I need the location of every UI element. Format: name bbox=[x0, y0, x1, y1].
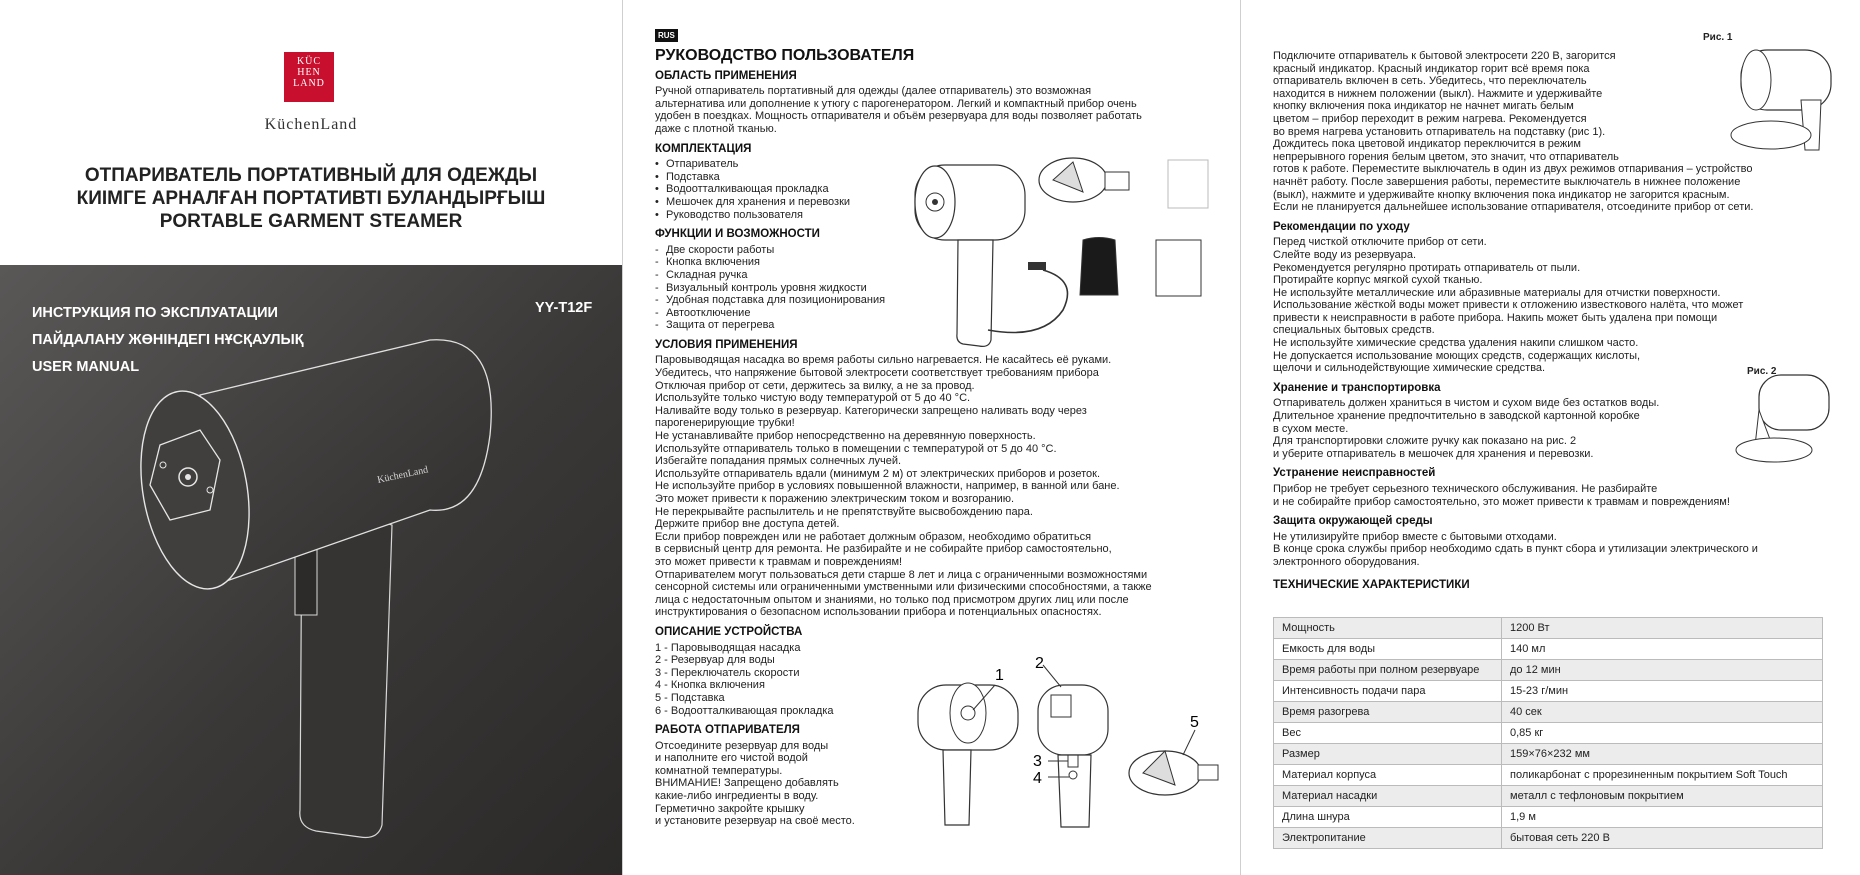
table-row bbox=[1274, 786, 1823, 807]
text-line: и наполните его чистой водой bbox=[655, 752, 808, 765]
spec-value: 159×76×232 мм bbox=[1502, 744, 1823, 765]
scope-text bbox=[655, 85, 1215, 135]
text-line: это может привести к травмам и повреждениям! bbox=[655, 555, 903, 568]
care-text bbox=[1273, 236, 1833, 375]
list-item: 5 - Подставка bbox=[655, 691, 725, 704]
device-brand: KüchenLand bbox=[376, 464, 430, 486]
list-item: • Водоотталкивающая прокладка bbox=[655, 183, 1215, 196]
text-line: Дождитесь пока цветовой индикатор переключится в режим bbox=[1273, 138, 1581, 151]
storage-text bbox=[1273, 397, 1833, 460]
table-row bbox=[1274, 618, 1823, 639]
spec-name: Время разогрева bbox=[1274, 702, 1502, 723]
spec-name: Мощность bbox=[1274, 618, 1502, 639]
text-line: отпариватель включен в сеть. Убедитесь, что переключатель bbox=[1273, 75, 1587, 88]
text-line: во время нагрева установить отпариватель на подставку (рис 1). bbox=[1273, 125, 1606, 138]
text-line: привести к неисправности в работе прибора. Накипь может быть удалена при помощи bbox=[1273, 311, 1718, 324]
intro-text bbox=[1273, 50, 1833, 214]
spec-name: Размер bbox=[1274, 744, 1502, 765]
text-line: Отключая прибор от сети, держитесь за вилку, а не за провод. bbox=[655, 379, 975, 392]
text-line: парогенерирующие трубки! bbox=[655, 417, 795, 430]
description-heading: ОПИСАНИЕ УСТРОЙСТВА bbox=[655, 625, 803, 638]
table-row bbox=[1274, 660, 1823, 681]
spec-name: Электропитание bbox=[1274, 828, 1502, 849]
logo-line: HEN bbox=[297, 67, 321, 78]
text-line: в сухом месте. bbox=[1273, 422, 1349, 435]
logo-line: LAND bbox=[293, 78, 325, 89]
spec-value: бытовая сеть 220 В bbox=[1502, 828, 1823, 849]
text-line: Избегайте попадания прямых солнечных лучей. bbox=[655, 455, 902, 468]
features-heading: ФУНКЦИИ И ВОЗМОЖНОСТИ bbox=[655, 228, 820, 241]
brand-logo bbox=[284, 52, 334, 102]
list-item: - Удобная подставка для позиционирования bbox=[655, 294, 1215, 307]
instructions-panel-2 bbox=[1240, 0, 1860, 875]
environment-heading: Защита окружающей среды bbox=[1273, 515, 1433, 528]
brand-name: KüchenLand bbox=[264, 116, 358, 133]
text-line: Протирайте корпус мягкой сухой тканью. bbox=[1273, 274, 1483, 287]
text-line: в сервисный центр для ремонта. Не разбирайте и не собирайте прибор самостоятельно, bbox=[655, 543, 1112, 556]
text-line: Не используйте прибор в условиях повышенной влажности, например, в ванной или бане. bbox=[655, 480, 1120, 493]
text-line: Убедитесь, что напряжение бытовой электросети соответствует требованиям прибора bbox=[655, 367, 1099, 380]
text-line: Держите прибор вне доступа детей. bbox=[655, 518, 840, 531]
text-line: В конце срока службы прибор необходимо сдать в пункт сбора и утилизации электрического и bbox=[1273, 543, 1758, 556]
text-line: Длительное хранение предпочтительно в заводской картонной коробке bbox=[1273, 410, 1640, 423]
list-item: - Две скорости работы bbox=[655, 244, 1215, 257]
storage-heading: Хранение и транспортировка bbox=[1273, 381, 1441, 394]
figure-1-label: Рис. 1 bbox=[1703, 32, 1733, 43]
list-item: 4 - Кнопка включения bbox=[655, 679, 765, 692]
list-item: 3 - Переключатель скорости bbox=[655, 666, 800, 679]
specs-table bbox=[1273, 617, 1823, 849]
title-kz: КИІМГЕ АРНАЛҒАН ПОРТАТИВТІ БУЛАНДЫРҒЫШ bbox=[76, 188, 546, 209]
text-line: непрерывного горения белым цветом, это значит, что отпариватель bbox=[1273, 150, 1619, 163]
table-row bbox=[1274, 639, 1823, 660]
table-row bbox=[1274, 765, 1823, 786]
kit-illustration bbox=[903, 150, 1233, 360]
text-line: Не перекрывайте распылитель и не препятствуйте высвобождению пара. bbox=[655, 505, 1033, 518]
spec-value: 0,85 кг bbox=[1502, 723, 1823, 744]
manual-title-ru: ИНСТРУКЦИЯ ПО ЭКСПЛУАТАЦИИ bbox=[32, 305, 278, 321]
callout-2: 2 bbox=[1035, 655, 1044, 672]
text-line: Отпаривателем могут пользоваться дети старше 8 лет и лица с ограниченными возможностями bbox=[655, 568, 1148, 581]
text-line: находится в нижнем положении (выкл). Нажмите и удерживайте bbox=[1273, 87, 1603, 100]
manual-titles bbox=[32, 300, 304, 381]
spec-value: до 12 мин bbox=[1502, 660, 1823, 681]
text-line: и установите резервуар на своё место. bbox=[655, 815, 855, 828]
text-line: Паровыводящая насадка во время работы сильно нагревается. Не касайтесь её руками. bbox=[655, 354, 1112, 367]
troubleshoot-heading: Устранение неисправностей bbox=[1273, 467, 1436, 480]
spec-name: Длина шнура bbox=[1274, 807, 1502, 828]
text-line: Используйте только чистую воду температурой от 5 до 40 °С. bbox=[655, 392, 971, 405]
language-tag: RUS bbox=[655, 29, 678, 42]
spec-name: Материал корпуса bbox=[1274, 765, 1502, 786]
table-row bbox=[1274, 807, 1823, 828]
text-line: Подключите отпариватель к бытовой электросети 220 В, загорится bbox=[1273, 50, 1616, 62]
cover-dark-area bbox=[0, 265, 622, 875]
table-row bbox=[1274, 681, 1823, 702]
spec-name: Интенсивность подачи пара bbox=[1274, 681, 1502, 702]
list-item: - Складная ручка bbox=[655, 269, 1215, 282]
text-line: Ручной отпариватель портативный для одежды (далее отпариватель) это возможная bbox=[655, 85, 1092, 98]
list-item: • Мешочек для хранения и перевозки bbox=[655, 196, 1215, 209]
text-line: красный индикатор. Красный индикатор горит всё время пока bbox=[1273, 62, 1590, 75]
text-line: специальных бытовых средств. bbox=[1273, 324, 1435, 337]
title-ru: ОТПАРИВАТЕЛЬ ПОРТАТИВНЫЙ ДЛЯ ОДЕЖДЫ bbox=[84, 165, 538, 186]
text-line: Не утилизируйте прибор вместе с бытовыми отходами. bbox=[1273, 530, 1557, 543]
list-item: - Защита от перегрева bbox=[655, 319, 1215, 332]
text-line: Не устанавливайте прибор непосредственно на деревянную поверхность. bbox=[655, 430, 1036, 443]
spec-value: 15-23 г/мин bbox=[1502, 681, 1823, 702]
list-item: - Автоотключение bbox=[655, 307, 1215, 320]
callout-5: 5 bbox=[1190, 714, 1199, 731]
callout-1: 1 bbox=[995, 667, 1004, 684]
spec-name: Вес bbox=[1274, 723, 1502, 744]
spec-value: 1,9 м bbox=[1502, 807, 1823, 828]
text-line: цветом – прибор переходит в режим нагрева. Рекомендуется bbox=[1273, 112, 1587, 125]
manual-title-kz: ПАЙДАЛАНУ ЖӨНІНДЕГІ НҰСҚАУЛЫҚ bbox=[32, 332, 304, 348]
text-line: Слейте воду из резервуара. bbox=[1273, 248, 1417, 261]
text-line: Используйте отпариватель вдали (минимум 2 м) от электрических приборов и розеток. bbox=[655, 467, 1100, 480]
text-line: Отпариватель должен храниться в чистом и сухом виде без остатков воды. bbox=[1273, 397, 1660, 410]
text-line: Не допускается использование моющих средств, содержащих кислоты, bbox=[1273, 349, 1641, 362]
device-diagram bbox=[903, 655, 1233, 855]
table-row bbox=[1274, 828, 1823, 849]
list-item: • Руководство пользователя bbox=[655, 209, 1215, 222]
callout-3: 3 bbox=[1033, 753, 1042, 770]
text-line: комнатной температуры. bbox=[655, 764, 783, 777]
text-line: какие-либо ингредиенты в воду. bbox=[655, 790, 819, 803]
text-line: Использование жёсткой воды может привести к отложению известкового налёта, что может bbox=[1273, 299, 1744, 312]
page-title: РУКОВОДСТВО ПОЛЬЗОВАТЕЛЯ bbox=[655, 47, 915, 64]
text-line: (выкл), нажмите и удерживайте кнопку включения пока индикатор не загорится красным. bbox=[1273, 188, 1730, 201]
spec-name: Материал насадки bbox=[1274, 786, 1502, 807]
text-line: начнёт работу. После завершения работы, переместите выключатель в нижнее положение bbox=[1273, 175, 1741, 188]
callout-4: 4 bbox=[1033, 770, 1042, 787]
environment-text bbox=[1273, 531, 1833, 569]
table-row bbox=[1274, 723, 1823, 744]
text-line: лица с недостаточным опытом и знаниями, но только под присмотром других лиц или после bbox=[655, 593, 1129, 606]
text-line: Используйте отпариватель только в помещении с температурой от 5 до 40 °С. bbox=[655, 442, 1057, 455]
text-line: Не используйте химические средства удаления накипи слишком часто. bbox=[1273, 337, 1639, 350]
text-line: Отсоедините резервуар для воды bbox=[655, 739, 829, 752]
list-item: 1 - Паровыводящая насадка bbox=[655, 641, 801, 654]
cover-title bbox=[0, 164, 622, 233]
text-line: и уберите отпариватель в мешочек для хранения и перевозки. bbox=[1273, 447, 1594, 460]
spec-value: 1200 Вт bbox=[1502, 618, 1823, 639]
cover-panel bbox=[0, 0, 622, 875]
text-line: Перед чисткой отключите прибор от сети. bbox=[1273, 236, 1487, 249]
text-line: даже с плотной тканью. bbox=[655, 122, 777, 135]
operation-heading: РАБОТА ОТПАРИВАТЕЛЯ bbox=[655, 724, 800, 737]
text-line: Для транспортировки сложите ручку как показано на рис. 2 bbox=[1273, 435, 1577, 448]
list-item: • Отпариватель bbox=[655, 158, 1215, 171]
text-line: инструктирования о безопасном использовании прибора и потенциальных опасностях. bbox=[655, 606, 1102, 619]
text-line: Прибор не требует серьезного технического обслуживания. Не разбирайте bbox=[1273, 483, 1658, 495]
text-line: Наливайте воду только в резервуар. Категорически запрещено наливать воду через bbox=[655, 404, 1087, 417]
spec-value: поликарбонат с прорезиненным покрытием Soft Touch bbox=[1502, 765, 1823, 786]
model-number: YY-T12F bbox=[535, 300, 593, 316]
text-line: ВНИМАНИЕ! Запрещено добавлять bbox=[655, 777, 839, 790]
text-line: альтернатива или дополнение к утюгу с парогенератором. Легкий и компактный прибор очень bbox=[655, 97, 1137, 110]
troubleshoot-text bbox=[1273, 483, 1833, 508]
text-line: Герметично закройте крышку bbox=[655, 802, 805, 815]
table-row bbox=[1274, 744, 1823, 765]
spec-value: 140 мл bbox=[1502, 639, 1823, 660]
list-item: 6 - Водоотталкивающая прокладка bbox=[655, 704, 834, 717]
text-line: сенсорной системы или ограниченными умственными или физическими способностями, а также bbox=[655, 581, 1152, 594]
specs-heading: ТЕХНИЧЕСКИЕ ХАРАКТЕРИСТИКИ bbox=[1273, 578, 1470, 591]
text-line: Рекомендуется регулярно протирать отпариватель от пыли. bbox=[1273, 261, 1581, 274]
table-row bbox=[1274, 702, 1823, 723]
title-en: PORTABLE GARMENT STEAMER bbox=[159, 211, 463, 232]
conditions-heading: УСЛОВИЯ ПРИМЕНЕНИЯ bbox=[655, 338, 798, 351]
text-line: готов к работе. Переместите выключатель в один из двух режимов отпаривания – устройство bbox=[1273, 163, 1753, 176]
scope-heading: ОБЛАСТЬ ПРИМЕНЕНИЯ bbox=[655, 69, 797, 82]
spec-name: Время работы при полном резервуаре bbox=[1274, 660, 1502, 681]
text-line: Если прибор поврежден или не работает должным образом, необходимо обратиться bbox=[655, 530, 1092, 543]
list-item: - Кнопка включения bbox=[655, 256, 1215, 269]
spec-value: металл с тефлоновым покрытием bbox=[1502, 786, 1823, 807]
conditions-text bbox=[655, 354, 1215, 618]
list-item: - Визуальный контроль уровня жидкости bbox=[655, 282, 1215, 295]
text-line: электронного оборудования. bbox=[1273, 555, 1420, 568]
spec-name: Емкость для воды bbox=[1274, 639, 1502, 660]
list-item: 2 - Резервуар для воды bbox=[655, 654, 775, 667]
instructions-panel bbox=[622, 0, 1240, 875]
text-line: и не собирайте прибор самостоятельно, это может привести к травмам и повреждениям! bbox=[1273, 495, 1730, 508]
list-item: • Подставка bbox=[655, 171, 1215, 184]
cover-header bbox=[0, 0, 622, 265]
page3-text bbox=[1273, 50, 1833, 594]
care-heading: Рекомендации по уходу bbox=[1273, 220, 1410, 233]
kit-heading: КОМПЛЕКТАЦИЯ bbox=[655, 142, 752, 155]
text-line: кнопку включения пока индикатор не начнет мигать белым bbox=[1273, 100, 1574, 113]
figure-2-label: Рис. 2 bbox=[1747, 366, 1777, 377]
text-line: Это может привести к поражению электрическим током и возгоранию. bbox=[655, 493, 1015, 505]
text-line: Не используйте металлические или абразивные материалы для отчистки поверхности. bbox=[1273, 286, 1721, 299]
spec-value: 40 сек bbox=[1502, 702, 1823, 723]
text-line: щелочи и сильнодействующие химические средства. bbox=[1273, 362, 1546, 375]
text-line: Если не планируется дальнейшее использование отпаривателя, отсоедините прибор от сети. bbox=[1273, 201, 1754, 214]
logo-line: KÜC bbox=[296, 56, 322, 67]
manual-title-en: USER MANUAL bbox=[32, 359, 140, 375]
text-line: удобен в поездках. Мощность отпаривателя и объём резервуара для воды позволяет работать bbox=[655, 110, 1142, 123]
